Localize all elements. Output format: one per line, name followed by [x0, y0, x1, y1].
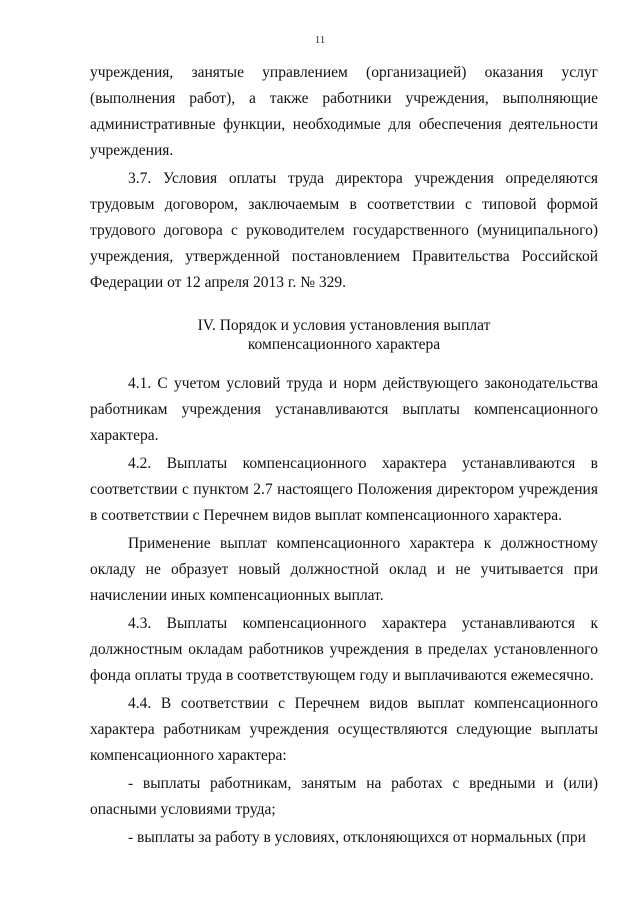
section-heading-line-1: IV. Порядок и условия установления выплат [197, 317, 491, 334]
paragraph-application: Применение выплат компенсационного характера к должностному окладу не образует новый должностной оклад и не учитывается при начислении иных компенсационных выплат. [90, 535, 598, 604]
paragraph-4-2: 4.2. Выплаты компенсационного характера устанавливаются в соответствии с пунктом 2.7 настоящего Положения директором учреждения в соответствии с Перечнем видов выплат компенсационного характера. [90, 455, 598, 524]
section-heading-line-2: компенсационного характера [247, 336, 441, 353]
list-item-hazardous: - выплаты работникам, занятым на работах с вредными и (или) опасными условиями труда; [90, 775, 598, 818]
paragraph-4-1: 4.1. С учетом условий труда и норм действующего законодательства работникам учреждения устанавливаются выплаты компенсационного характера. [90, 375, 598, 444]
paragraph-3-7: 3.7. Условия оплаты труда директора учреждения определяются трудовым договором, заключаемым в соответствии с типовой формой трудового договора с руководителем государственного (муниципального) учреждения, утвержденной постановлением Правительства Российской Федерации от 12 апреля 2013 г. № 329. [90, 170, 598, 291]
document-body [90, 60, 598, 851]
section-heading [90, 316, 598, 354]
paragraph-4-4: 4.4. В соответствии с Перечнем видов выплат компенсационного характера работникам учреждения осуществляются следующие выплаты компенсационного характера: [90, 695, 598, 764]
page-number: 11 [314, 34, 326, 46]
paragraph-4-3: 4.3. Выплаты компенсационного характера устанавливаются к должностным окладам работников учреждения в пределах установленного фонда оплаты труда в соответствующем году и выплачиваются ежемесячно. [90, 615, 598, 684]
paragraph-continuation: учреждения, занятые управлением (организацией) оказания услуг (выполнения работ), а также работники учреждения, выполняющие административные функции, необходимые для обеспечения деятельности учреждения. [90, 64, 598, 159]
list-item-abnormal-conditions: - выплаты за работу в условиях, отклоняющихся от нормальных (при [128, 829, 586, 846]
